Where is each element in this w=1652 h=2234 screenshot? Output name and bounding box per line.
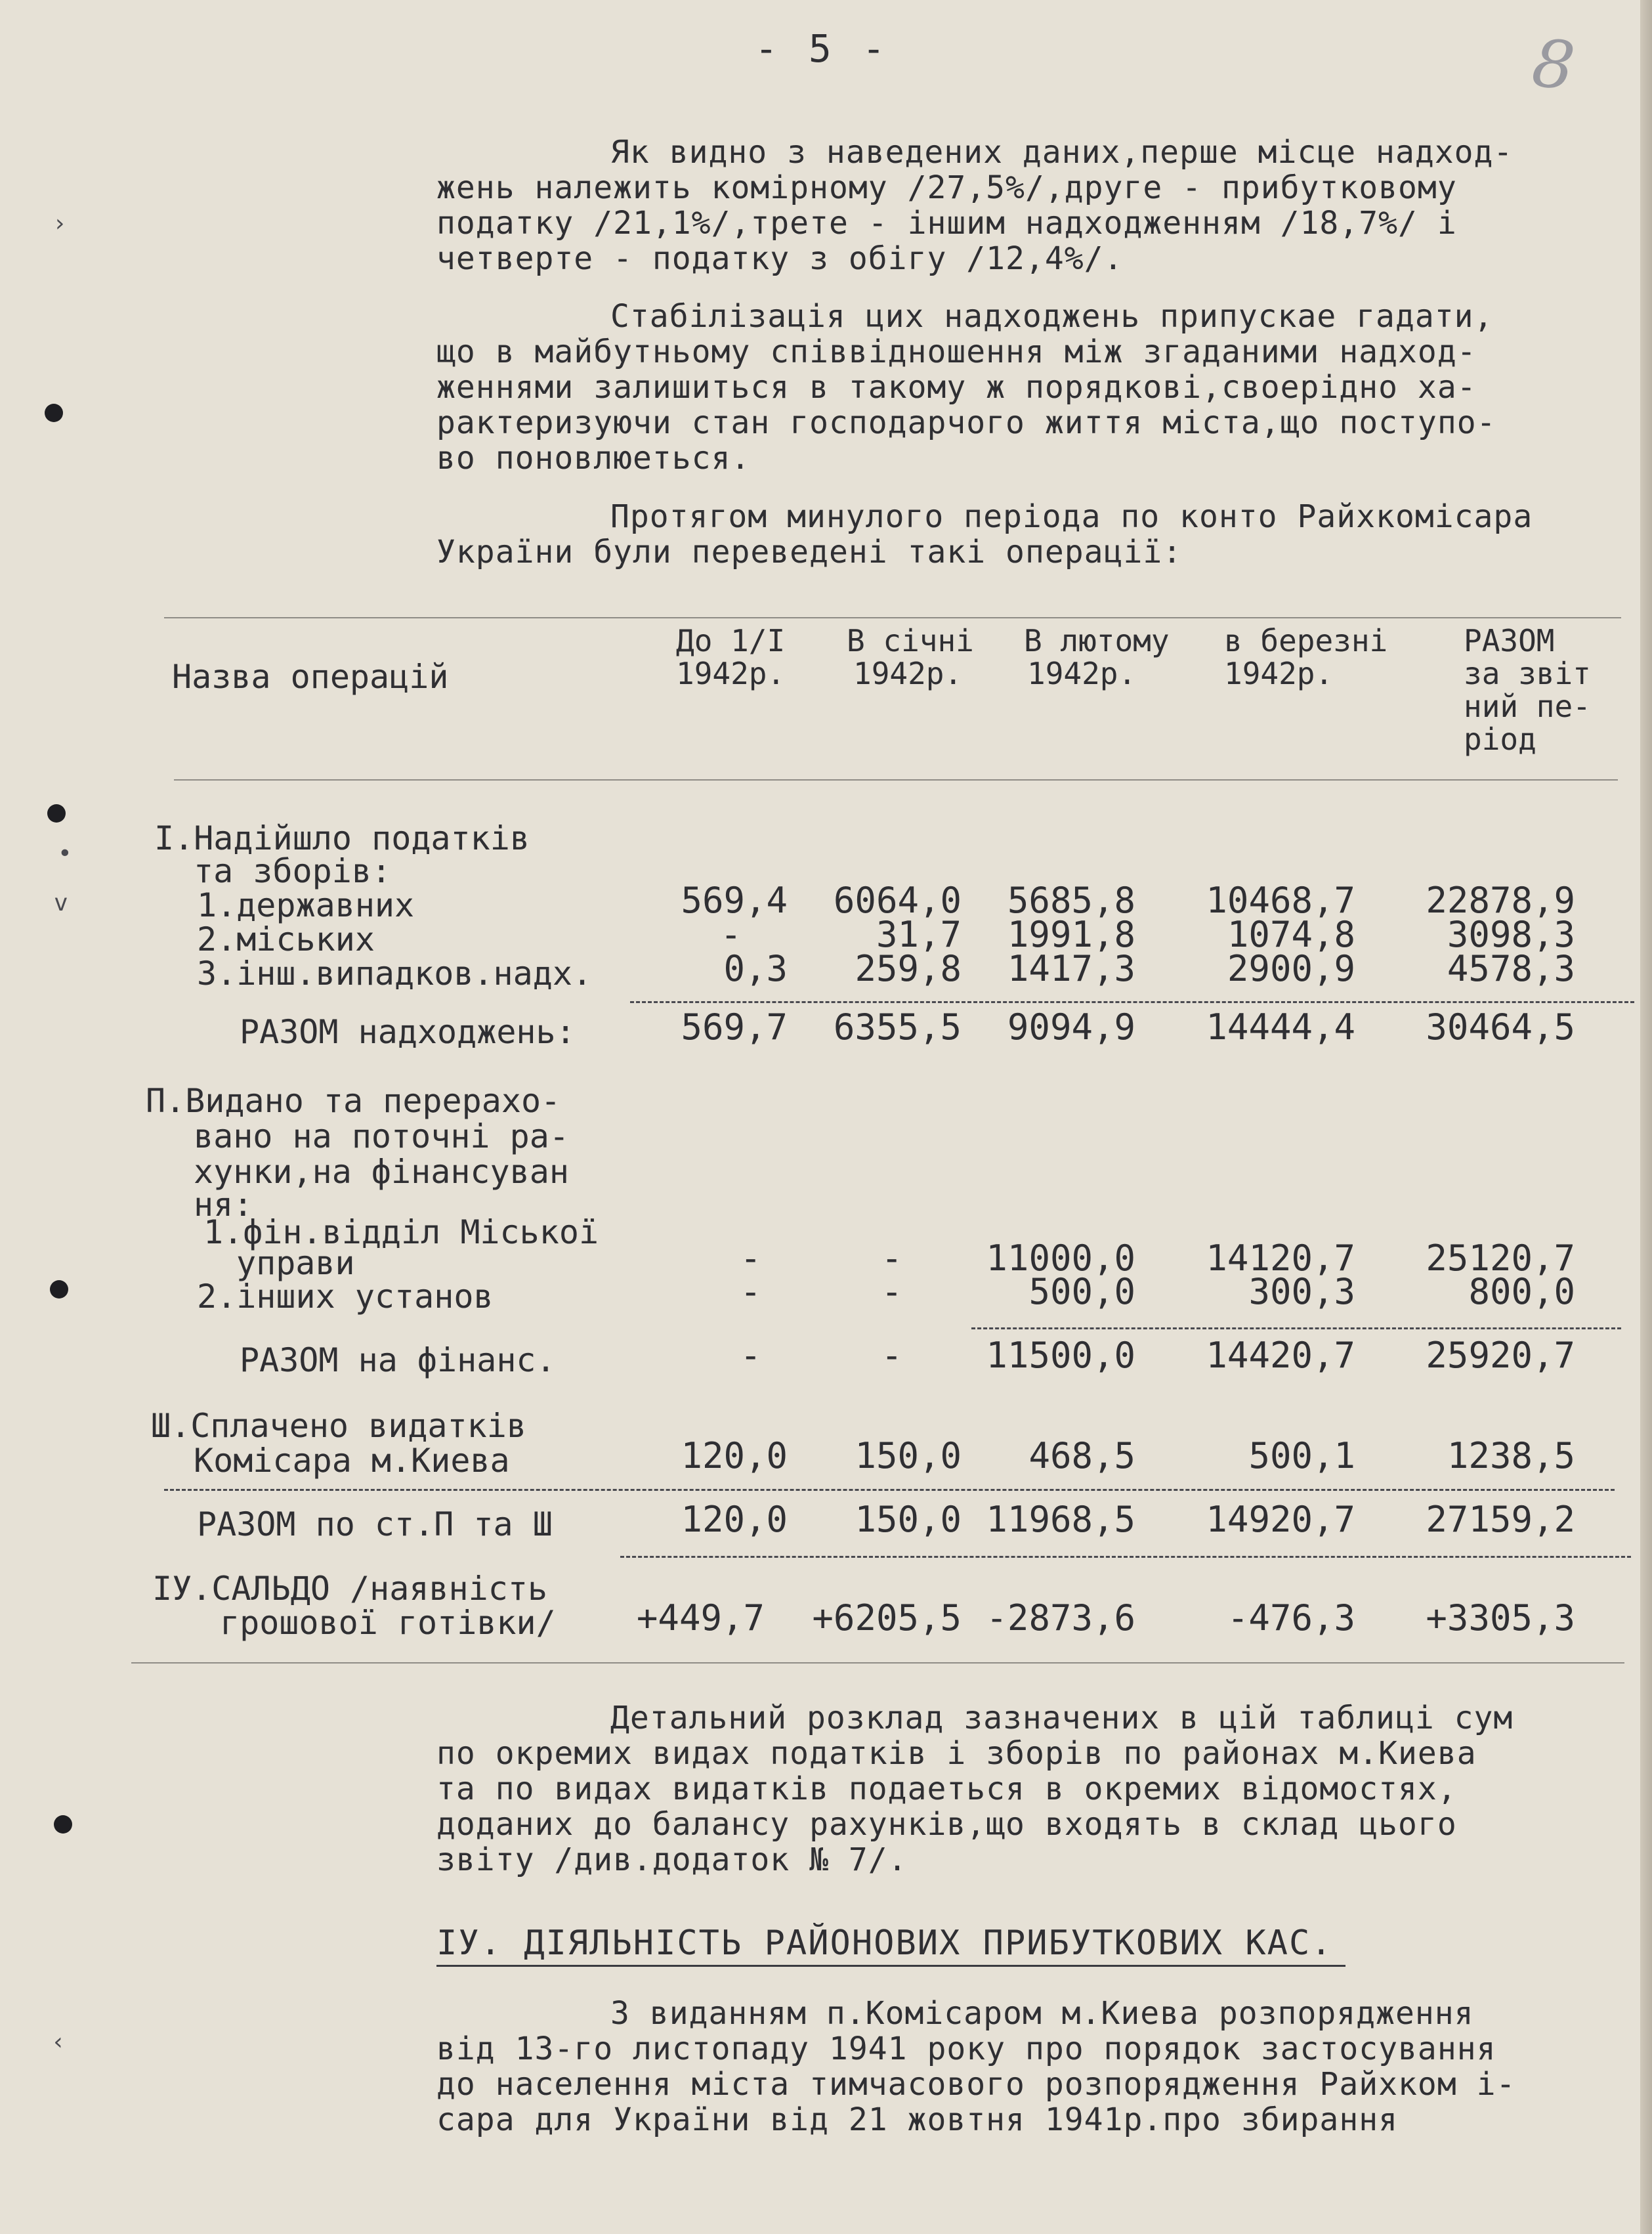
section2-total-v3: 11500,0	[986, 1335, 1135, 1376]
section4-v2: +6205,5	[812, 1597, 962, 1639]
section4-v4: -476,3	[1227, 1597, 1355, 1639]
intro-line-1: Як видно з наведених даних,перше місце надход-	[610, 134, 1514, 171]
row-other-v3: 1417,3	[1007, 948, 1135, 989]
margin-mark: ›	[53, 210, 67, 237]
section3-total-v3: 11968,5	[986, 1499, 1135, 1540]
row-other-label: 3.інш.випадков.надх.	[197, 955, 593, 993]
margin-mark: v	[54, 890, 68, 916]
section1-title-1: І.Надійшло податків	[154, 819, 530, 857]
col-2-header-line-2: 1942р.	[853, 656, 963, 691]
ops-line-2: України були переведені такі операції:	[436, 534, 1183, 570]
section4-v3: -2873,6	[986, 1597, 1135, 1639]
section4-v1: +449,7	[636, 1597, 765, 1639]
section3-v2: 150,0	[855, 1435, 962, 1476]
section-heading-underline	[436, 1965, 1345, 1967]
row-city-v4: 1074,8	[1227, 914, 1355, 955]
detail-line-5: звіту /див.додаток № 7/.	[436, 1841, 908, 1878]
margin-mark: ‹	[51, 2029, 66, 2055]
col-2-header-line-1: В січні	[847, 623, 974, 658]
table-bottom-rule	[131, 1662, 1624, 1664]
col-5-header-line-2: за звіт	[1464, 656, 1591, 691]
ops-line-1: Протягом минулого періода по конто Райхкомісара	[610, 498, 1533, 535]
stab-line-3: женнями залишиться в такому ж порядкові,своерідно ха-	[436, 369, 1477, 406]
row-institutions-v5: 800,0	[1468, 1271, 1575, 1312]
section1-total-v1: 569,7	[681, 1006, 788, 1048]
section1-title-2: та зборів:	[194, 852, 392, 890]
col-3-header-line-2: 1942р.	[1027, 656, 1137, 691]
row-findept-v5: 25120,7	[1426, 1237, 1575, 1279]
section2-total-v2: -	[881, 1335, 902, 1376]
section2-title-4: ня:	[194, 1186, 253, 1224]
row-other-v5: 4578,3	[1447, 948, 1575, 989]
section3-v1: 120,0	[681, 1435, 788, 1476]
section1-total-v2: 6355,5	[833, 1006, 962, 1048]
section1-dashed-rule	[630, 1001, 1634, 1003]
binder-hole	[50, 1280, 68, 1299]
section3-total-v2: 150,0	[855, 1499, 962, 1540]
section3-total-v5: 27159,2	[1426, 1499, 1575, 1540]
row-findept-label-1: 1.фін.відділ Міської	[203, 1213, 599, 1251]
row-city-v5: 3098,3	[1447, 914, 1575, 955]
stab-line-1: Стабілізація цих надходжень припускае гадати,	[610, 298, 1494, 335]
col-4-header-line-1: в березні	[1224, 623, 1388, 658]
section1-total-v4: 14444,4	[1206, 1006, 1355, 1048]
row-state-v2: 6064,0	[833, 880, 962, 921]
closing-line-4: сара для України від 21 жовтня 1941р.про збирання	[436, 2101, 1399, 2138]
closing-line-1: З виданням п.Комісаром м.Киева розпорядження	[610, 1995, 1474, 2032]
section3-total-v4: 14920,7	[1206, 1499, 1355, 1540]
section2-total-v5: 25920,7	[1426, 1335, 1575, 1376]
row-findept-label-2: управи	[236, 1244, 355, 1282]
section4-title-2: грошової готівки/	[220, 1604, 556, 1642]
row-city-label: 2.міських	[197, 920, 375, 958]
section4-title-1: ІУ.САЛЬДО /наявність	[152, 1570, 548, 1608]
col-1-header-line-1: До 1/І	[676, 623, 786, 658]
row-state-v5: 22878,9	[1426, 880, 1575, 921]
section3-dashed-rule	[164, 1489, 1615, 1491]
stab-line-5: во поновлюеться.	[436, 440, 751, 477]
closing-line-3: до населення міста тимчасового розпорядження Райхком і-	[436, 2066, 1516, 2103]
closing-line-2: від 13-го листопаду 1941 року про порядок застосування	[436, 2030, 1496, 2067]
detail-line-4: доданих до балансу рахунків,що входять в склад цього	[436, 1806, 1457, 1843]
row-city-v2: 31,7	[876, 914, 962, 955]
folio-number: 8	[1529, 24, 1578, 106]
col-5-header-line-4: ріод	[1464, 721, 1536, 757]
intro-line-3: податку /21,1%/,трете - іншим надходженням /18,7%/ і	[436, 205, 1457, 242]
row-state-label: 1.державних	[197, 886, 415, 924]
col-4-header-line-2: 1942р.	[1224, 656, 1334, 691]
row-institutions-label: 2.інших установ	[197, 1278, 494, 1316]
section3-total-label: РАЗОМ по ст.П та Ш	[197, 1505, 553, 1543]
row-findept-v4: 14120,7	[1206, 1237, 1355, 1279]
table-header-rule	[174, 779, 1618, 781]
margin-mark: •	[58, 840, 72, 867]
section3-bottom-dashed-rule	[620, 1556, 1631, 1558]
section-heading: ІУ. ДІЯЛЬНІСТЬ РАЙОНОВИХ ПРИБУТКОВИХ КАС.	[436, 1923, 1333, 1963]
row-city-v1: -	[720, 914, 742, 955]
stab-line-2: що в майбутньому співвідношення між згаданими надход-	[436, 333, 1477, 370]
row-other-v1: 0,3	[723, 948, 788, 989]
col-5-header-line-3: ний пе-	[1464, 689, 1591, 724]
row-institutions-v1: -	[740, 1271, 761, 1312]
section2-total-v1: -	[740, 1335, 761, 1376]
section2-title-3: хунки,на фінансуван	[194, 1153, 569, 1191]
section3-total-v1: 120,0	[681, 1499, 788, 1540]
section1-total-label: РАЗОМ надходжень:	[240, 1013, 576, 1051]
row-institutions-v2: -	[881, 1271, 902, 1312]
table-top-rule	[164, 617, 1621, 618]
row-institutions-v4: 300,3	[1248, 1271, 1355, 1312]
section2-dashed-rule	[971, 1327, 1621, 1329]
section3-v4: 500,1	[1248, 1435, 1355, 1476]
section2-title-2: вано на поточні ра-	[194, 1117, 569, 1155]
stab-line-4: рактеризуючи стан господарчого життя міста,що поступо-	[436, 404, 1496, 441]
section3-title-2: Комісара м.Киева	[194, 1442, 510, 1480]
row-findept-v2: -	[881, 1237, 902, 1279]
section2-total-v4: 14420,7	[1206, 1335, 1355, 1376]
row-findept-v3: 11000,0	[986, 1237, 1135, 1279]
detail-line-2: по окремих видах податків і зборів по районах м.Киева	[436, 1735, 1477, 1772]
section3-title-1: Ш.Сплачено видатків	[151, 1407, 526, 1445]
binder-hole	[54, 1815, 72, 1834]
col-3-header-line-1: В лютому	[1024, 623, 1170, 658]
section3-v5: 1238,5	[1447, 1435, 1575, 1476]
section2-total-label: РАЗОМ на фінанс.	[240, 1341, 556, 1379]
page-edge-shadow	[1640, 0, 1652, 2234]
intro-line-4: четверте - податку з обігу /12,4%/.	[436, 240, 1124, 277]
section1-total-v3: 9094,9	[1007, 1006, 1135, 1048]
section3-v3: 468,5	[1028, 1435, 1135, 1476]
section4-v5: +3305,3	[1426, 1597, 1575, 1639]
row-institutions-v3: 500,0	[1028, 1271, 1135, 1312]
row-state-v4: 10468,7	[1206, 880, 1355, 921]
col-5-header-line-1: РАЗОМ	[1464, 623, 1555, 658]
row-state-v1: 569,4	[681, 880, 788, 921]
row-state-v3: 5685,8	[1007, 880, 1135, 921]
section2-title-1: П.Видано та перерахо-	[146, 1082, 561, 1120]
detail-line-1: Детальний розклад зазначених в цій таблиці сум	[610, 1700, 1514, 1736]
row-other-v2: 259,8	[855, 948, 962, 989]
binder-hole	[47, 804, 66, 823]
col-1-header-line-2: 1942р.	[676, 656, 786, 691]
intro-line-2: жень належить комірному /27,5%/,друге - прибутковому	[436, 169, 1457, 206]
page-number: - 5 -	[755, 26, 889, 71]
col-title: Назва операцій	[172, 658, 449, 696]
row-other-v4: 2900,9	[1227, 948, 1355, 989]
row-city-v3: 1991,8	[1007, 914, 1135, 955]
binder-hole	[45, 404, 63, 422]
detail-line-3: та по видах видатків подаеться в окремих відомостях,	[436, 1771, 1457, 1807]
row-findept-v1: -	[740, 1237, 761, 1279]
section1-total-v5: 30464,5	[1426, 1006, 1575, 1048]
